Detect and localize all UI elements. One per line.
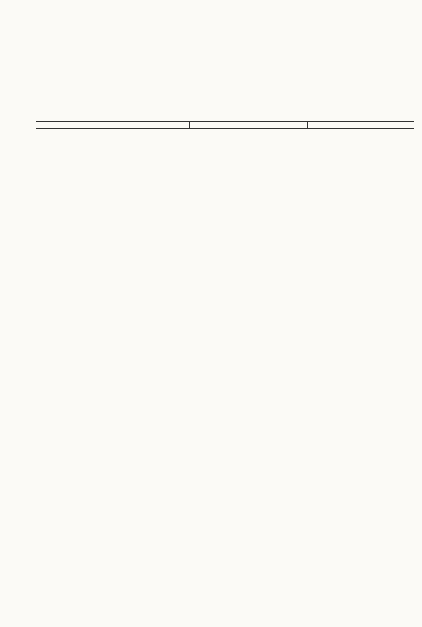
table-header-row [36,122,414,129]
col-header-value [308,122,414,129]
col-header-spec [190,122,308,129]
col-header-name [36,122,190,129]
equipment-table [36,121,414,129]
